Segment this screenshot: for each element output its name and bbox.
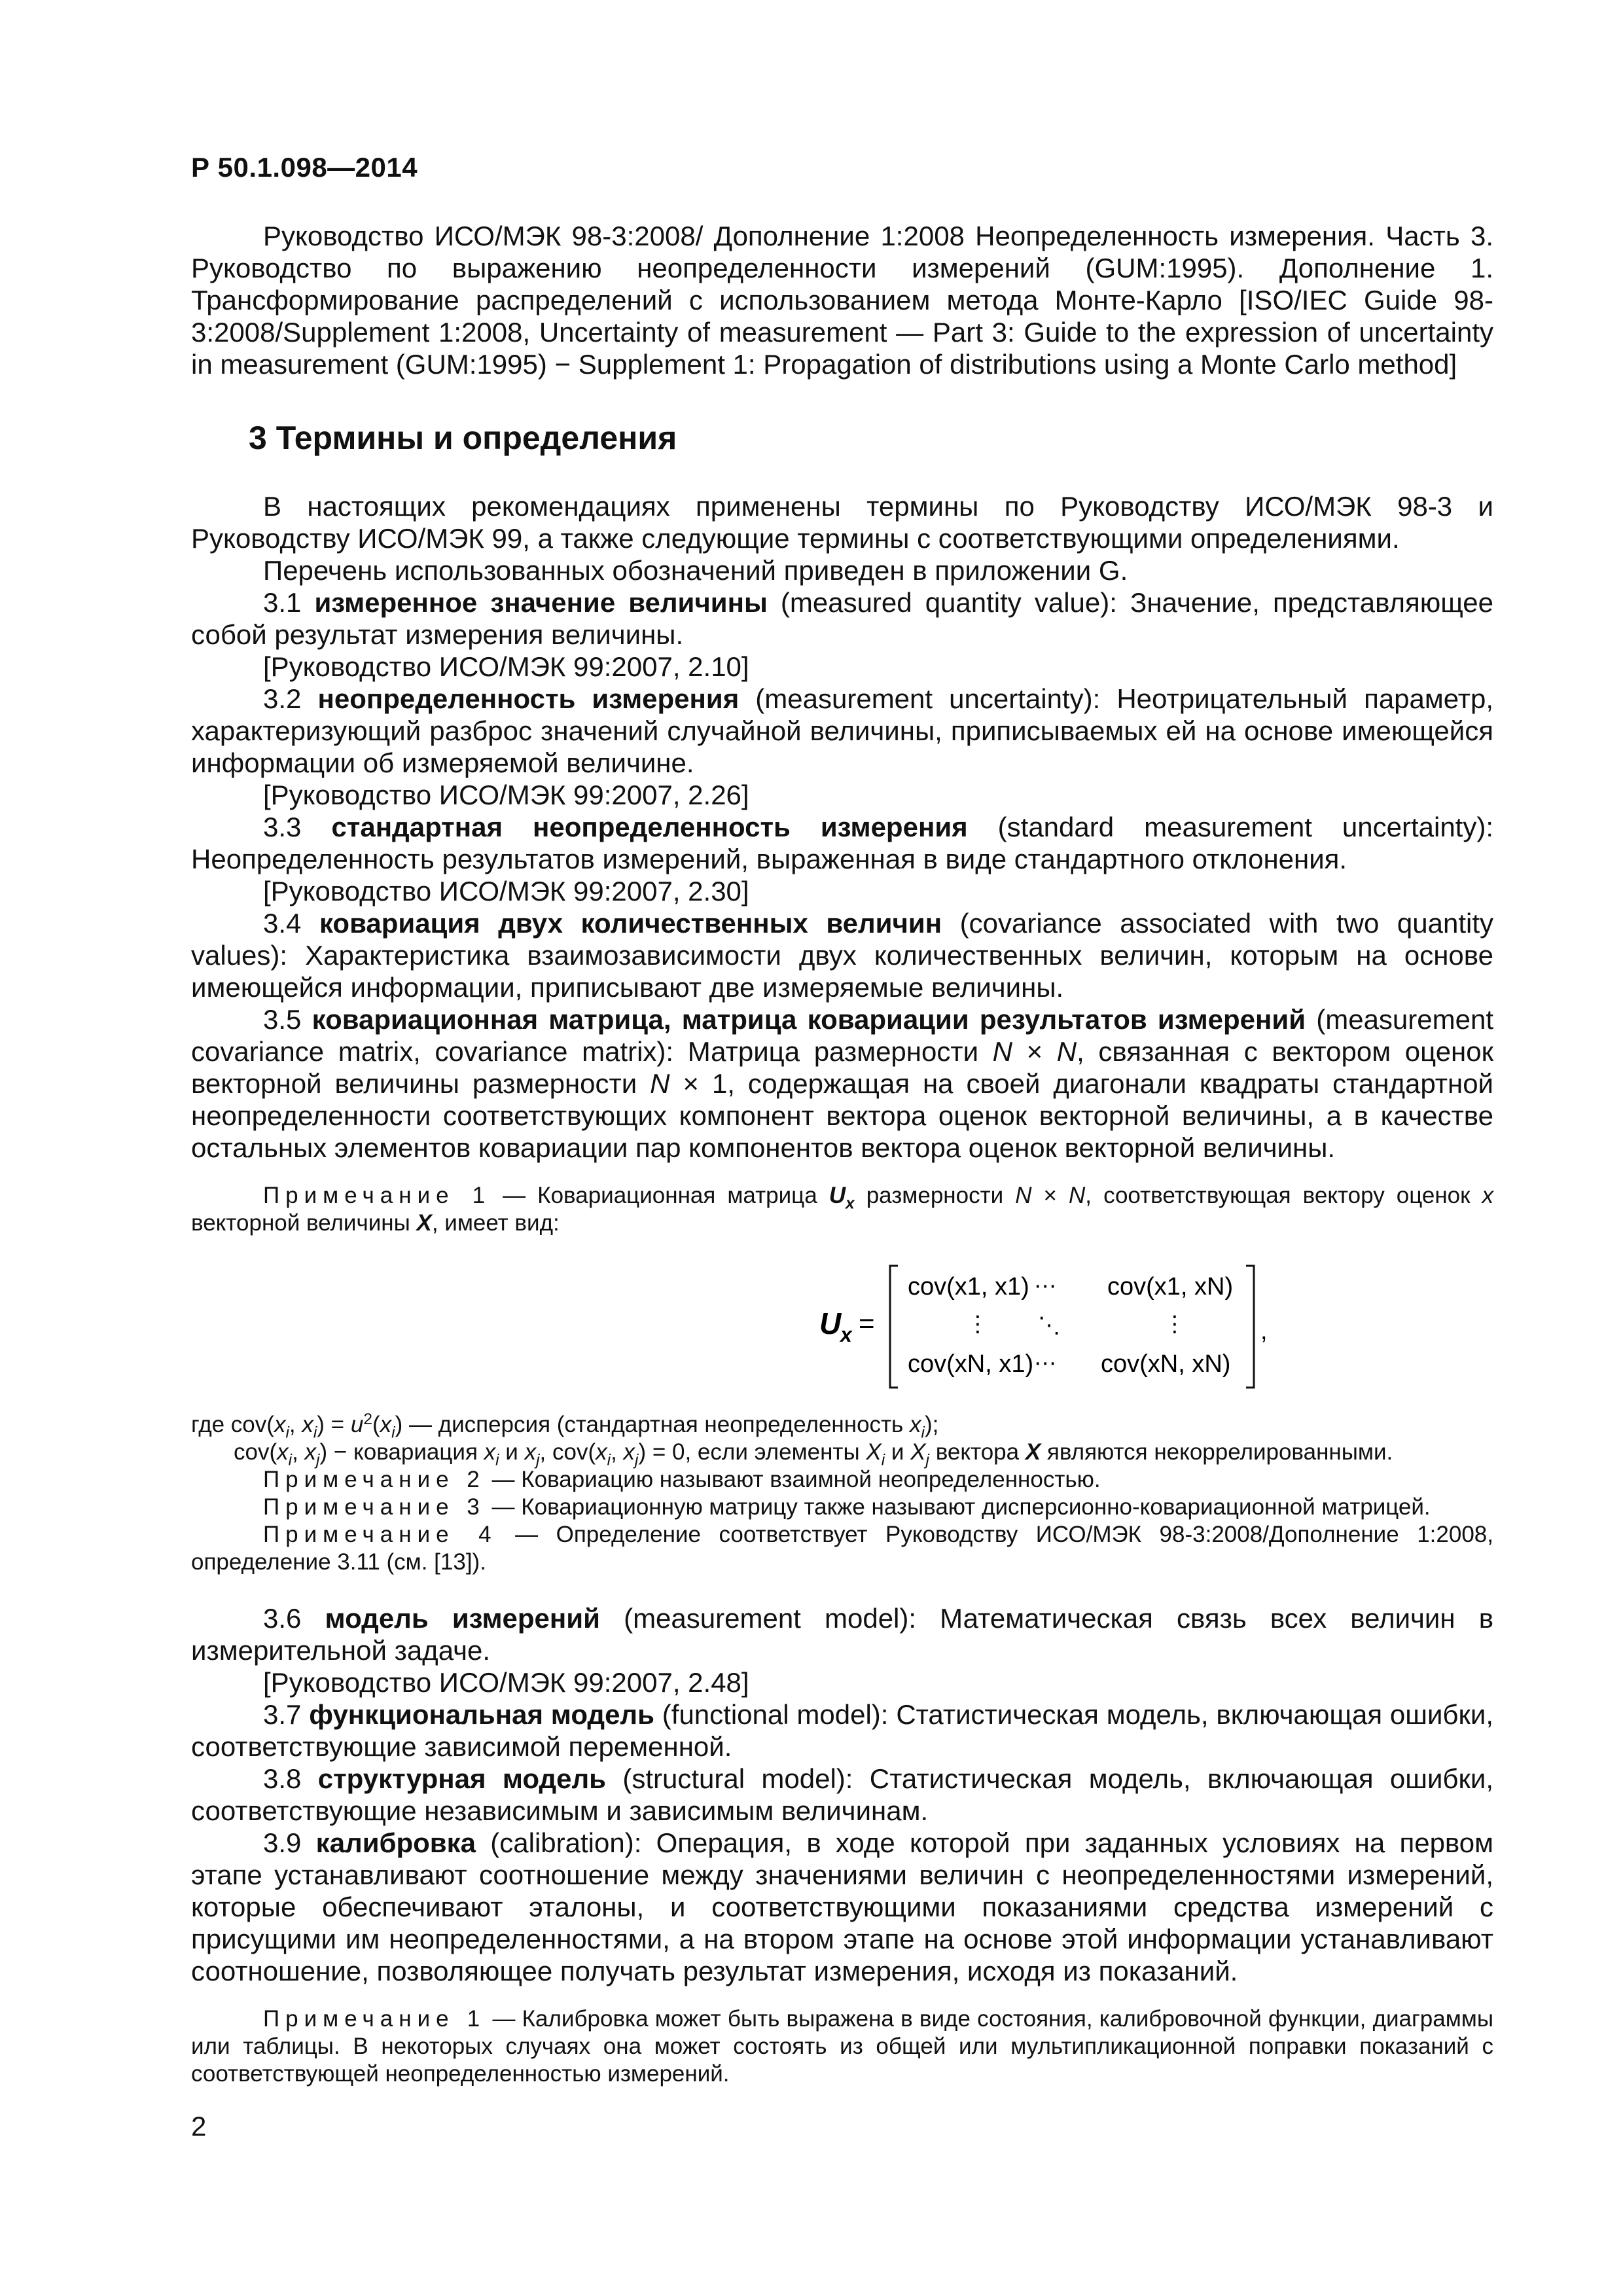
matrix-lhs: U [819, 1306, 842, 1340]
matrix-equals: = [859, 1308, 875, 1338]
term-3-6-name: модель измерений [325, 1603, 600, 1634]
term-3-5: 3.5 ковариационная матрица, матрица ковариации результатов измерений (measurement covariance matrix, covariance matrix): Матрица размерности N × N, связанная с вектором оценок векторной величины размерности N × 1, содержащая на своей диагонали квадраты стандартной неопределенности соответствующих компонент вектора оценок векторной величины, а в качестве остальных элементов ковариации пар компонентов вектора оценок векторной величины. [191, 1004, 1494, 1163]
matrix-vdots-left: ⋮ [967, 1311, 989, 1337]
section-title: 3 Термины и определения [249, 420, 677, 456]
note-3-label: Примечание 3 [263, 1494, 486, 1520]
note-3: Примечание 3 — Ковариационную матрицу также называют дисперсионно-ковариационной матрицей. [263, 1494, 1431, 1520]
covariance-matrix-formula [191, 1254, 1493, 1398]
covariance-matrix-svg [610, 1254, 1291, 1398]
term-3-3-ref: [Руководство ИСО/МЭК 99:2007, 2.30] [263, 876, 749, 906]
term-3-4-name: ковариация двух количественных величин [319, 908, 942, 939]
section-intro-2: Перечень использованных обозначений приведен в приложении G. [263, 555, 1128, 586]
term-3-9-name: калибровка [315, 1827, 476, 1858]
note-1-where-variance: где $cov(x_i$, $x_i) = u^2(x_i)$ — дисперсия (стандартная неопределенность $x_i$); [191, 1410, 939, 1442]
term-3-8: 3.8 структурная модель (structural model): Статистическая модель, включающая ошибки, соответствующие независимым и зависимым величинам. [191, 1763, 1493, 1826]
matrix-vdots-right: ⋮ [1164, 1311, 1186, 1337]
note-calibration-label: Примечание 1 [263, 2006, 486, 2032]
page-number: 2 [191, 2111, 207, 2142]
term-3-7: 3.7 функциональная модель (functional model): Статистическая модель, включающая ошибки, соответствующие зависимой переменной. [191, 1699, 1493, 1762]
matrix-lhs-subscript: x [840, 1323, 852, 1346]
matrix-ddots: ⋱ [1038, 1312, 1060, 1338]
matrix-hdots-bottom: ⋯ [1034, 1350, 1056, 1376]
matrix-cell-N-N: cov(xN, xN) [1101, 1350, 1231, 1378]
term-3-2-name: неопределенность измерения [317, 683, 740, 714]
note-2: Примечание 2 — Ковариацию называют взаимной неопределенностью. [263, 1467, 1101, 1492]
note-calibration: Примечание 1 — Калибровка может быть выражена в виде состояния, калибровочной функции, диаграммы или таблицы. В некоторых случаях она может состоять из общей или мультипликационной поправки показаний с соответствующей неопределенностью измерений. [191, 2006, 1493, 2087]
note-4-label: Примечание 4 [263, 1522, 497, 1547]
term-3-3-name: стандартная неопределенность измерения [331, 812, 968, 842]
document-code: Р 50.1.098—2014 [191, 152, 418, 183]
term-3-8-name: структурная модель [317, 1763, 606, 1794]
term-3-6: 3.6 модель измерений (measurement model): Математическая связь всех величин в измерительной задаче. [191, 1603, 1494, 1666]
term-3-9: 3.9 калибровка (calibration): Операция, в ходе которой при заданных условиях на первом этапе устанавливают соотношение между значениями величин с неопределенностями измерений, которые обеспечивают эталоны, и соответствующими показаниями средства измерений с присущими им неопределенностями, а на втором этапе на основе этой информации устанавливают соотношение, позволяющее получать результат измерения, исходя из показаний. [191, 1827, 1494, 1986]
term-3-2-ref: [Руководство ИСО/МЭК 99:2007, 2.26] [263, 780, 749, 810]
matrix-cell-1-1: cov(x1, x1) [908, 1273, 1029, 1300]
note-4: Примечание 4 — Определение соответствует Руководству ИСО/МЭК 98-3:2008/Дополнение 1:2008, определение 3.11 (см. [13]). [191, 1522, 1493, 1575]
reference-paragraph: Руководство ИСО/МЭК 98-3:2008/ Дополнение 1:2008 Неопределенность измерения. Часть 3. Руководство по выражению неопределенности измерений (GUM:1995). Дополнение 1. Трансформирование распределений с использованием метода Монте-Карло [ISO/IEC Guide 98-3:2008/Supplement 1:2008, Uncertainty of measurement — Part 3: Guide to the expression of uncertainty in measurement (GUM:1995) − Supplement 1: Propagation of distributions using a Monte Carlo method] [191, 221, 1493, 380]
matrix-right-bracket [1246, 1266, 1254, 1388]
term-3-4: 3.4 ковариация двух количественных величин (covariance associated with two quantity values): Характеристика взаимозависимости двух количественных величин, которым на основе имеющейся информации, приписывают две измеряемые величины. [191, 908, 1493, 1003]
term-3-5-name: ковариационная матрица, матрица ковариации результатов измерений [312, 1004, 1306, 1035]
note-1-where-covariance: $cov(x_i$, $x_j$) − ковариация $x_i$ и $x_j$, $cov(x_i$, $x_j) = 0$, если элементы $X_i$ и $X_j$ вектора X являются некоррелированными. [234, 1439, 1393, 1469]
term-3-3: 3.3 стандартная неопределенность измерения (standard measurement uncertainty): Неопределенность результатов измерений, выраженная в виде стандартного отклонения. [191, 812, 1494, 874]
matrix-trailing-comma: , [1260, 1318, 1268, 1345]
note-1: Примечание 1 — Ковариационная матрица $U_x$ размерности N × N, соответствующая вектору оценок x векторной величины X, имеет вид: [191, 1183, 1493, 1236]
matrix-hdots: ⋯ [1034, 1273, 1056, 1299]
term-3-1-ref: [Руководство ИСО/МЭК 99:2007, 2.10] [263, 651, 749, 682]
matrix-left-bracket [890, 1266, 898, 1388]
term-3-6-ref: [Руководство ИСО/МЭК 99:2007, 2.48] [263, 1667, 749, 1698]
note-2-label: Примечание 2 [263, 1467, 486, 1492]
term-3-1-name: измеренное значение величины [314, 587, 768, 618]
note-1-label: Примечание 1 [263, 1183, 491, 1208]
matrix-cell-1-N: cov(x1, xN) [1107, 1273, 1234, 1300]
term-3-2: 3.2 неопределенность измерения (measurement uncertainty): Неотрицательный параметр, характеризующий разброс значений случайной величины, приписываемых ей на основе имеющейся информации об измеряемой величине. [191, 683, 1493, 778]
section-intro: В настоящих рекомендациях применены термины по Руководству ИСО/МЭК 98-3 и Руководству ИСО/МЭК 99, а также следующие термины с соответствующими определениями. [191, 491, 1493, 554]
term-3-1: 3.1 измеренное значение величины (measured quantity value): Значение, представляющее собой результат измерения величины. [191, 587, 1494, 650]
page-content [191, 220, 1493, 2088]
matrix-cell-N-1: cov(xN, x1) [908, 1350, 1034, 1378]
term-3-7-name: функциональная модель [309, 1699, 654, 1730]
